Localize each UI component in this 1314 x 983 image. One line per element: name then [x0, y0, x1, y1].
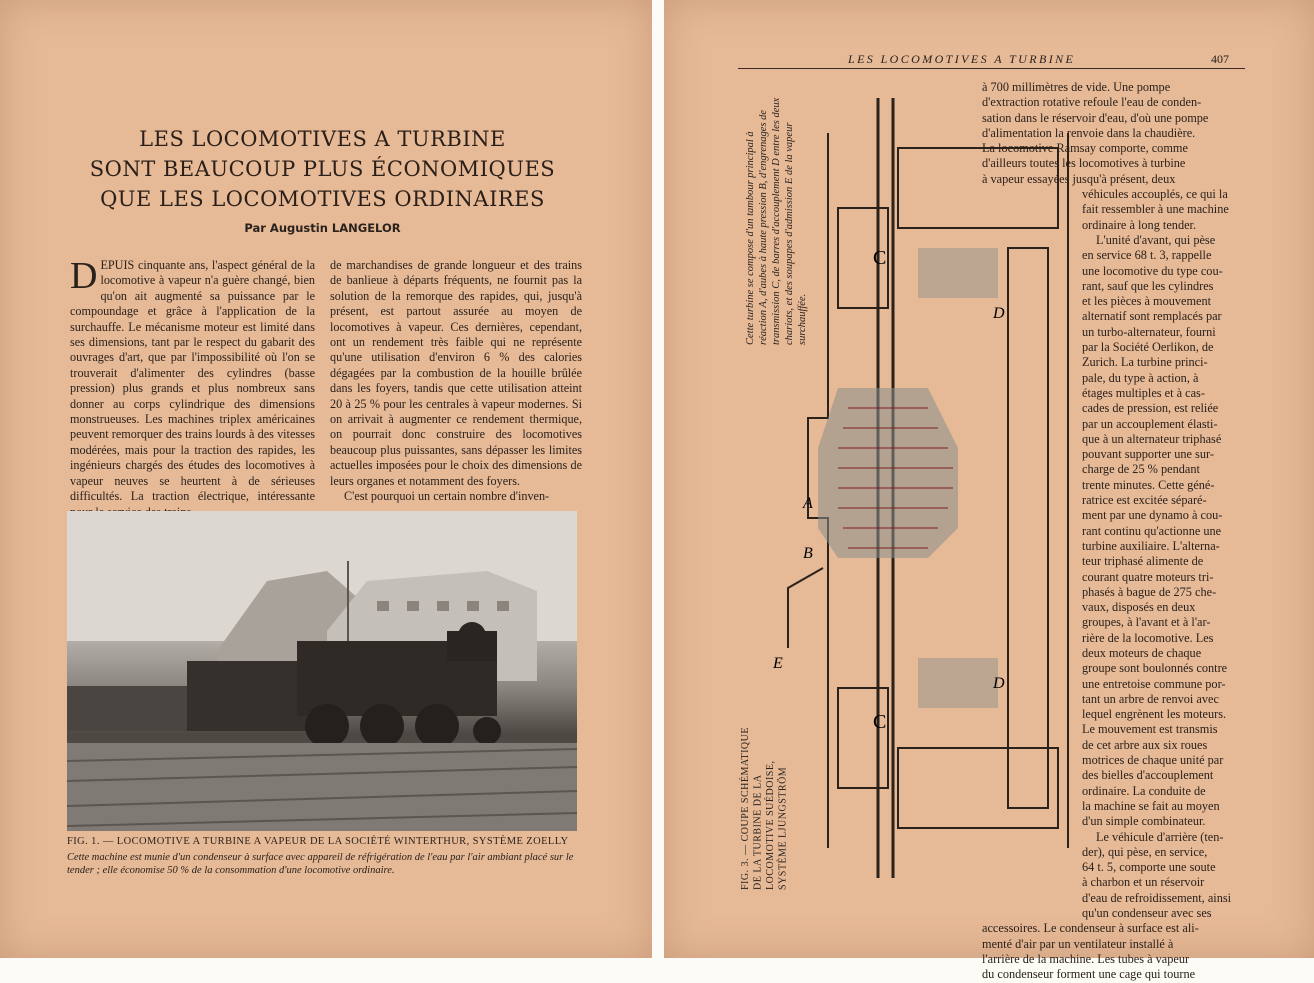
diagram-label-c-top: C: [873, 247, 887, 269]
right-column-line: d'alimentation la renvoie dans la chaudière.: [982, 125, 1196, 140]
right-column-line: trente minutes. Cette géné-: [1082, 477, 1215, 492]
right-column-line: der), qui pèse, en service,: [1082, 844, 1208, 859]
right-column-line: 64 t. 5, comporte une soute: [1082, 860, 1216, 875]
byline: Par Augustin LANGELOR: [244, 221, 401, 235]
right-column-line: à charbon et un réservoir: [1082, 875, 1205, 890]
right-column-line: ment par une dynamo à cou-: [1082, 508, 1223, 523]
column-2-text-continued: C'est pourquoi un certain nombre d'inven-: [344, 489, 550, 504]
diagram-label-a: A: [803, 495, 813, 512]
right-column-line: d'extraction rotative refoule l'eau de conden-: [982, 95, 1202, 110]
article-title-line-2: SONT BEAUCOUP PLUS ÉCONOMIQUES: [89, 157, 556, 181]
right-column-line: et les pièces à mouvement: [1082, 294, 1212, 309]
right-column-line: L'unité d'avant, qui pèse: [1096, 232, 1216, 247]
right-column-line: accessoires. Le condenseur à surface est ali-: [982, 921, 1199, 936]
right-column-line: Zurich. La turbine princi-: [1082, 355, 1208, 370]
right-column-line: une locomotive du type cou-: [1082, 263, 1223, 278]
right-column-line: ordinaire à long tender.: [1082, 217, 1197, 232]
right-column-line: un turbo-alternateur, fourni: [1082, 324, 1216, 339]
right-column-line: que à un alternateur triphasé: [1082, 431, 1222, 446]
diagram-label-e: E: [773, 655, 783, 672]
right-column-line: menté d'air par un ventilateur installé à: [982, 936, 1174, 951]
right-column-line: lequel engrènent les moteurs.: [1082, 707, 1227, 722]
right-column-line: d'ailleurs toutes les locomotives à turbine: [982, 156, 1186, 171]
diagram-label-d-top: D: [993, 305, 1005, 322]
right-column-line: de cet arbre aux six roues: [1082, 737, 1208, 752]
right-column-line: véhicules accouplés, ce qui la: [1082, 187, 1228, 202]
right-column-line: Le véhicule d'arrière (ten-: [1096, 829, 1224, 844]
diagram-label-d-bottom: D: [993, 675, 1005, 692]
right-column-line: par la Société Oerlikon, de: [1082, 340, 1214, 355]
figure-1-caption-italic: Cette machine est munie d'un condenseur à surface avec appareil de réfrigération de l'eau par l'air ambiant placé sur le tender ; elle économise 50 % de la consommation d'une locomotive ordinaire.: [67, 852, 574, 876]
right-column-line: qu'un condenseur avec ses: [1082, 906, 1212, 921]
right-column-line: sation dans le réservoir d'eau, d'où une pompe: [982, 110, 1209, 125]
right-column-line: groupe sont boulonnés contre: [1082, 661, 1228, 676]
column-2: [330, 258, 582, 505]
right-column-line: teur triphasé alimente de: [1082, 554, 1204, 569]
right-column-line: turbine auxiliaire. L'alterna-: [1082, 538, 1220, 553]
right-column-line: par un accouplement élasti-: [1082, 416, 1218, 431]
right-column: [982, 80, 1244, 983]
article-title-line-1: LES LOCOMOTIVES A TURBINE: [139, 127, 506, 151]
right-column-line: alternatif sont remplacés par: [1082, 309, 1222, 324]
running-head: LES LOCOMOTIVES A TURBINE: [848, 52, 1076, 66]
right-column-line: rant continu qu'actionne une: [1082, 523, 1222, 538]
right-column-line: fait ressembler à une machine: [1082, 202, 1229, 217]
right-column-line: rant, sauf que les cylindres: [1082, 278, 1214, 293]
right-column-line: pale, du type à action, à: [1082, 370, 1199, 385]
right-column-line: à 700 millimètres de vide. Une pompe: [982, 80, 1171, 94]
right-column-line: groupes, à l'avant et à l'ar-: [1082, 615, 1211, 630]
right-column-line: en service 68 t. 3, rappelle: [1082, 248, 1212, 263]
right-column-line: pouvant supporter une sur-: [1082, 447, 1214, 462]
column-1: [70, 255, 315, 520]
column-2-text: de marchandises de grande longueur et des trains de banlieue à départs fréquents, ne fournit pas la solution de la remorque des rapides, qui, jusqu'à présent, est partout assurée au moyen de locomotives à vapeur. Ces dernières, cependant, ont un rendement très faible qui ne représente qu'une utilisation d'environ 6 % des calories dégagées par la combustion de la houille brûlée dans les foyers, tandis que cette utilisation atteint 20 à 25 % pour les centrales à vapeur modernes. Si on arrivait à augmenter ce rendement thermique, on pourrait donc construire des locomotives beaucoup plus puissantes, sans dépasser les limites actuelles imposées pour le choix des dimensions de leurs organes et notamment des foyers.: [330, 258, 582, 488]
right-column-line: ordinaire. La conduite de: [1082, 783, 1206, 798]
right-column-line: charge de 25 % pendant: [1082, 462, 1200, 477]
page-number: 407: [1211, 52, 1229, 66]
right-column-line: étages multiples et à cas-: [1082, 385, 1205, 400]
right-column-line: cades de pression, est reliée: [1082, 401, 1219, 416]
right-column-line: motrices de chaque unité par: [1082, 753, 1224, 768]
right-column-line: rière de la locomotive. Les: [1082, 630, 1214, 645]
right-column-line: ratrice est excitée séparé-: [1082, 493, 1207, 508]
right-column-line: à vapeur essayées jusqu'à présent, deux: [982, 171, 1176, 186]
locomotive-photo: [67, 511, 577, 831]
right-column-line: d'un simple combinateur.: [1082, 814, 1206, 829]
diagram-label-c-bottom: C: [873, 711, 887, 733]
right-column-line: courant quatre moteurs tri-: [1082, 569, 1214, 584]
right-column-line: deux moteurs de chaque: [1082, 645, 1202, 660]
diagram-label-b: B: [803, 545, 813, 562]
right-column-line: d'eau de refroidissement, ainsi: [1082, 890, 1232, 905]
article-title-line-3: QUE LES LOCOMOTIVES ORDINAIRES: [100, 187, 545, 211]
figure-1-caption: FIG. 1. — LOCOMOTIVE A TURBINE A VAPEUR DE LA SOCIÉTÉ WINTERTHUR, SYSTÈME ZOELLY: [67, 836, 569, 847]
locomotive-illustration: [67, 511, 577, 831]
right-column-line: phasés à bague de 275 che-: [1082, 584, 1217, 599]
right-column-line: La locomotive Ramsay comporte, comme: [982, 141, 1188, 156]
right-column-line: Le mouvement est transmis: [1082, 722, 1218, 737]
diagram-description: Cette turbine se compose d'un tambour principal à réaction A, d'aubes à haute pression B, d'engrenages de transmission C, de barres d'accouplement D entre les deux chariots, et des soupapes d'admission E de la vapeur surchauffée.: [745, 97, 808, 345]
right-column-line: du condenseur forment une cage qui tourne: [982, 967, 1196, 982]
figure-3-caption: FIG. 3. — COUPE SCHÉMATIQUE DE LA TURBINE DE LA LOCOMOTIVE SUÉDOISE, SYSTÈME LJUNGSTRÖM: [740, 727, 789, 890]
right-column-line: vaux, disposés en deux: [1082, 600, 1196, 615]
header-rule: [738, 68, 1245, 69]
right-column-line: tant un arbre de renvoi avec: [1082, 691, 1219, 706]
left-page: [0, 0, 652, 958]
right-column-line: des bielles d'accouplement: [1082, 768, 1214, 783]
column-1-text: EPUIS cinquante ans, l'aspect général de la locomotive à vapeur n'a guère changé, bien qu'on ait augmenté sa puissance par le compoundage et grâce à l'application de la surchauffe. Le mécanisme moteur est limité dans ses dimensions, tant par le respect du gabarit des ouvrages d'art, que par l'impossibilité où l'on se trouverait d'alimenter des cylindres (basse pression) plus grands et plus nombreux sans donner au corps cylindrique des dimensions monstrueuses. Les machines triplex américaines peuvent remorquer des trains lourds à des vitesses modérées, mais pour la traction des rapides, les ingénieurs chargés des études des locomotives à vapeur neuves se heurtent à de sérieuses difficultés. La traction électrique, intéressante: [70, 258, 315, 504]
right-column-line: l'arrière de la machine. Les tubes à vapeur: [982, 951, 1190, 966]
right-column-line: la machine se fait au moyen: [1082, 798, 1220, 813]
drop-cap: D: [70, 255, 98, 297]
right-column-line: une entretoise commune por-: [1082, 676, 1226, 691]
